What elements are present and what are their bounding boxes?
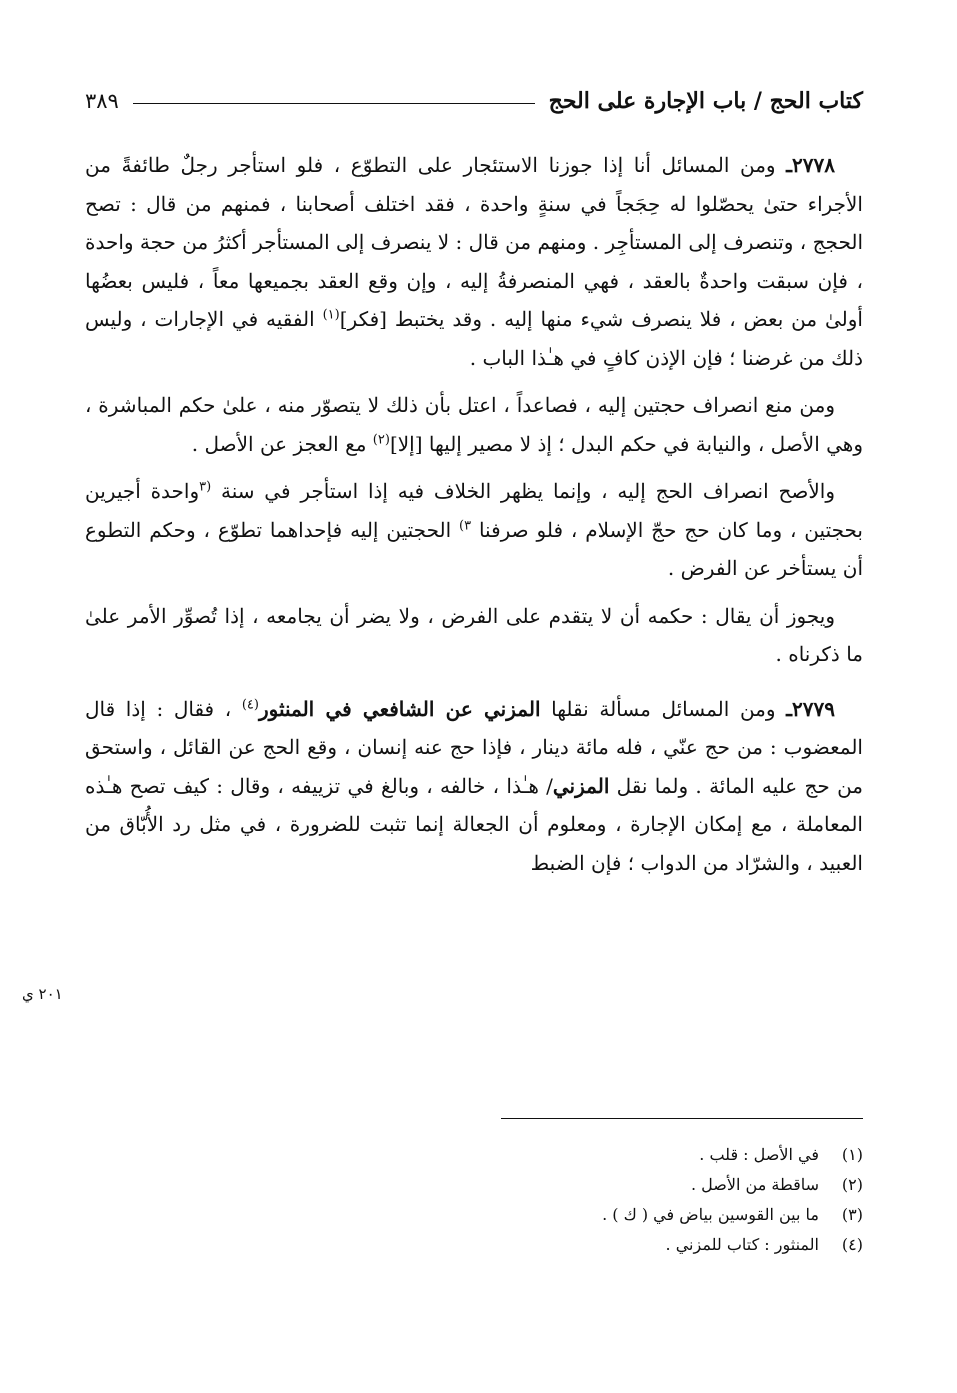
footnote-item xyxy=(303,1140,863,1170)
footnotes xyxy=(303,1140,863,1260)
footnote-number: (٣) xyxy=(841,1205,863,1224)
issue-2778-paragraph xyxy=(85,146,863,377)
emphasis-text: المزني xyxy=(552,773,610,798)
footnote-text: في الأصل : قلب . xyxy=(699,1145,819,1164)
footnote-marker: ٣) xyxy=(459,517,472,533)
footnote-marker: (٢) xyxy=(372,431,390,447)
footnote-text: ساقطة من الأصل . xyxy=(691,1175,819,1194)
paragraph-text: / هـٰذا ، خالفه ، وبالغ في تزييفه ، وقال : كيف تصح هـٰذه المعاملة ، مع إمكان الإجارة ، ومعلوم أن الجعالة إنما تثبت للضرورة ، في مثل رد الأُبّاق من العبيد ، والشرّاد من الدواب ؛ فإن الضبط xyxy=(85,773,863,875)
page xyxy=(85,78,863,882)
paragraph-text: ومن المسائل أنا إذا جوزنا الاستئجار على التطوّع ، فلو استأجر رجلٌ طائفةً من الأجراء حتىٰ يحصّلوا له حِجَجاً في سنةٍ واحدة ، فقد اختلف أصحابنا ، فمنهم من قال : تصح الحجج ، وتنصرف إلى المستأجِر . ومنهم من قال : لا ينصرف إلى المستأجر أكثرُ من حجة واحدة ، فإن سبقت واحدةٌ بالعقد ، فهي المنصرفةُ إليه ، وإن وقع العقد بجميعها معاً ، فليس بعضُها أولىٰ من بعض ، فلا ينصرف شيء منها إليه . وقد يختبط [فكر] xyxy=(85,153,863,331)
paragraph xyxy=(85,597,863,674)
paragraph-text: والأصح انصراف الحج إليه ، وإنما يظهر الخلاف فيه إذا استأجر في سنة xyxy=(211,479,835,503)
manuscript-margin-note: ٢٠١ ي xyxy=(22,985,63,1003)
paragraph-text: الفقيه في الإجارات ، وليس ذلك من غرضنا ؛ فإن الإذن كافٍ في هـٰذا الباب . xyxy=(85,307,863,370)
paragraph-text: الحجتين إليه فإحداهما تطوّع ، وحكم التطوع أن يستأخر عن الفرض . xyxy=(85,517,863,580)
footnote-marker: (٣ xyxy=(199,479,212,495)
header-rule xyxy=(133,103,535,104)
footnote-number: (٤) xyxy=(841,1235,863,1254)
footnote-item xyxy=(303,1230,863,1260)
paragraph-text: ومن منع انصراف حجتين إليه ، فصاعداً ، اعتل بأن ذلك لا يتصوّر منه ، علىٰ حكم المباشرة ، وهي الأصل ، والنيابة في حكم البدل ؛ إذ لا مصير إليها [إلا] xyxy=(85,393,863,456)
paragraph xyxy=(85,472,863,588)
paragraph-text: ويجوز أن يقال : حكمه أن لا يتقدم على الفرض ، ولا يضر أن يجامعه ، إذا تُصوِّر الأمر علىٰ ما ذكرناه . xyxy=(85,603,863,666)
page-header xyxy=(85,78,863,124)
paragraph-text: ومن المسائل مسألة نقلها xyxy=(540,696,787,721)
footnote-divider xyxy=(501,1118,863,1119)
footnote-marker: (٤) xyxy=(241,696,259,712)
footnote-text: المنثور : كتاب للمزني . xyxy=(665,1235,819,1254)
paragraph-text: واحدة أجيرين بحجتين ، وما كان حج حجّ الإسلام ، فلو صرفنا xyxy=(85,479,863,542)
footnote-text: ما بين القوسين بياض في ( ك ) . xyxy=(602,1205,819,1224)
body-text xyxy=(85,146,863,882)
footnote-item xyxy=(303,1200,863,1230)
issue-number: ٢٧٧٨ـ xyxy=(786,153,835,177)
footnote-item xyxy=(303,1170,863,1200)
footnote-number: (٢) xyxy=(841,1175,863,1194)
page-number: ٣٨٩ xyxy=(85,89,119,113)
footnote-number: (١) xyxy=(841,1145,863,1164)
paragraph-text: ، فقال : إذا قال المعضوب : من حج عنّي ، فله مائة دينار ، فإذا حج عنه إنسان ، وقع الحج عن القائل ، واستحق من حج عليه المائة . ولما نقل xyxy=(85,696,864,798)
paragraph xyxy=(85,386,863,463)
issue-number: ٢٧٧٩ـ xyxy=(786,696,835,721)
paragraph-text: مع العجز عن الأصل . xyxy=(191,431,373,456)
running-title: كتاب الحج / باب الإجارة على الحج xyxy=(548,88,863,114)
emphasis-text: المزني عن الشافعي في المنثور xyxy=(258,696,541,721)
footnote-marker: (١) xyxy=(322,307,340,323)
issue-2779-paragraph xyxy=(85,690,863,883)
